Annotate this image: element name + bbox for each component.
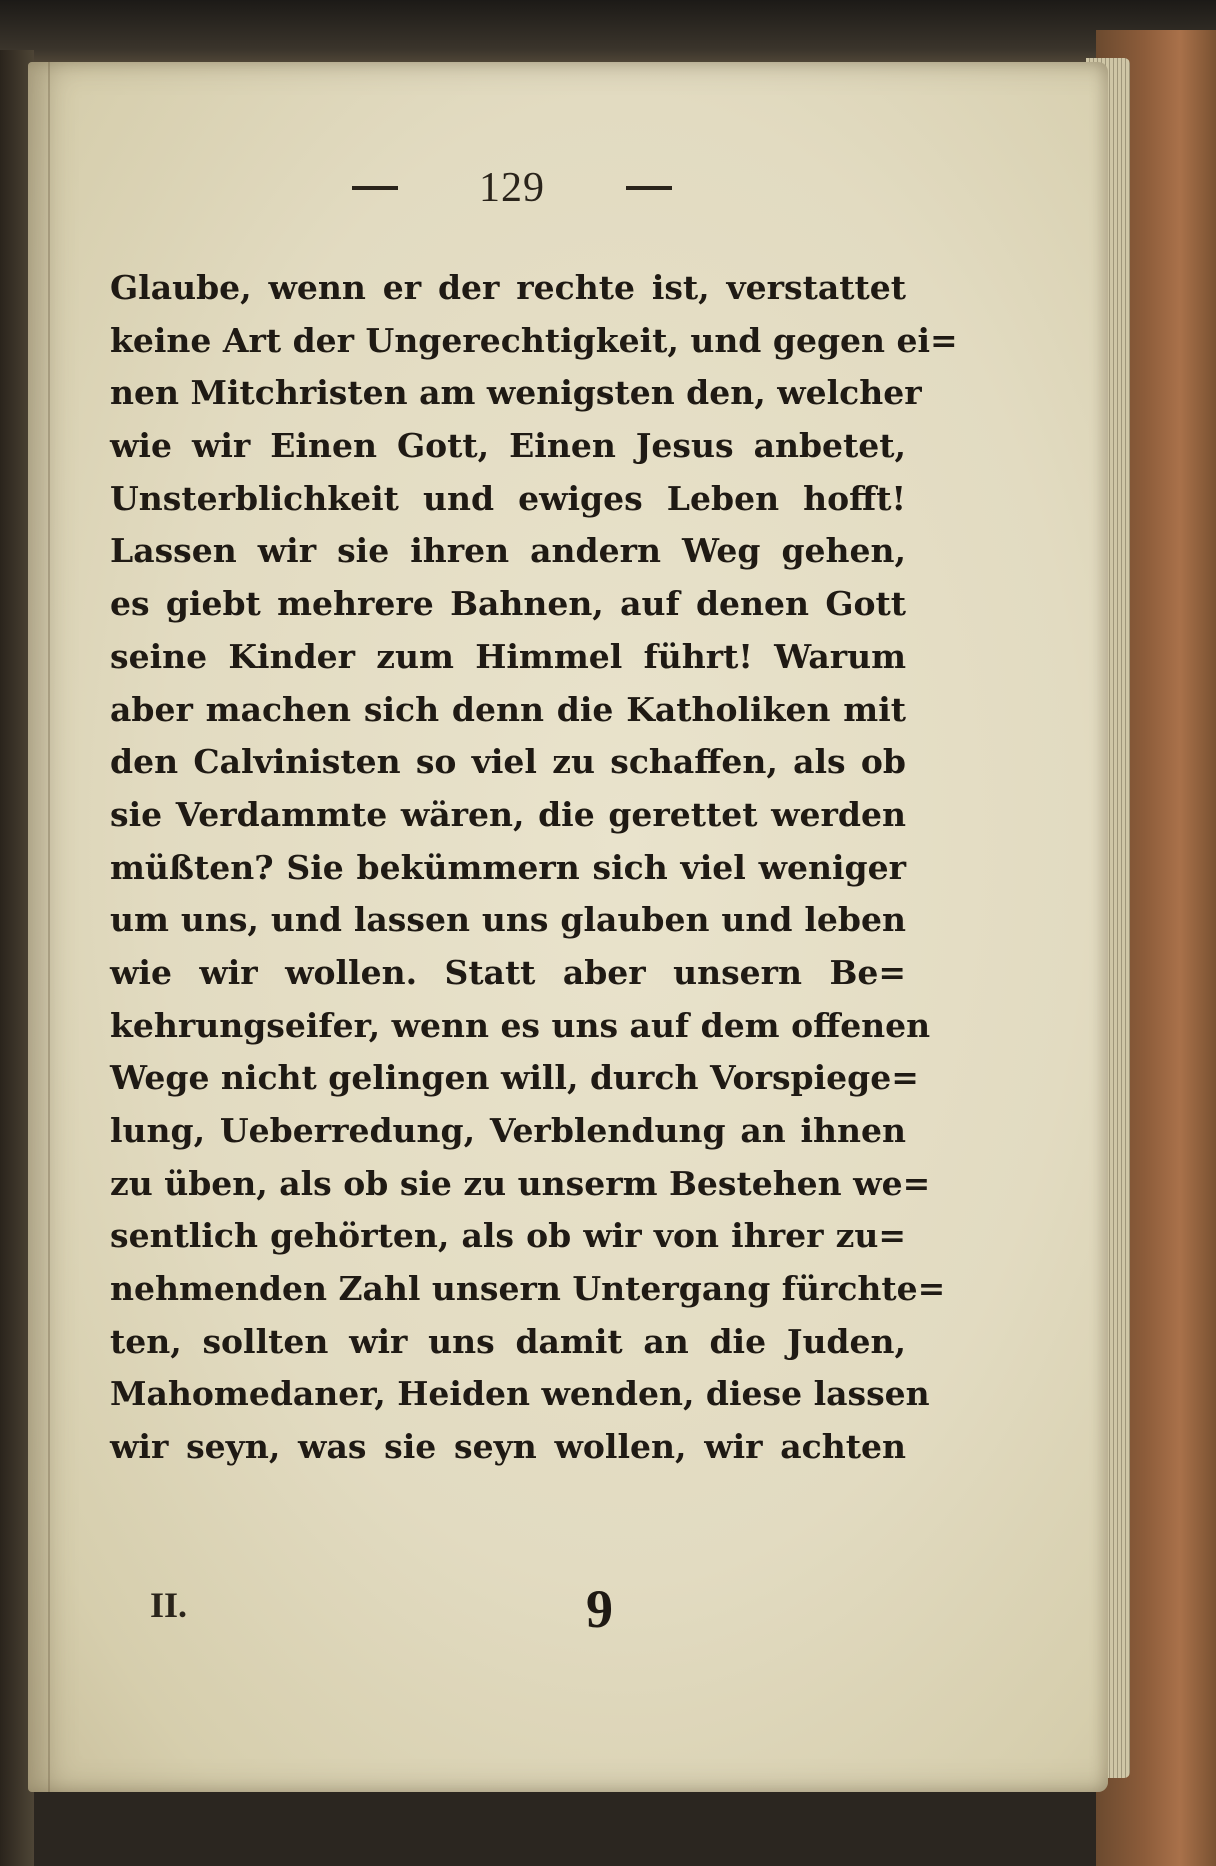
text-line: aber machen sich denn die Katholiken mit	[110, 689, 906, 729]
text-line: Unsterblichkeit und ewiges Leben hofft!	[110, 478, 906, 518]
text-line: ten, sollten wir uns damit an die Juden,	[110, 1321, 906, 1361]
text-line: wir seyn, was sie seyn wollen, wir achten	[110, 1427, 906, 1467]
text-line: sie Verdammte wären, die gerettet werden	[110, 794, 906, 834]
text-line: keine Art der Ungerechtigkeit, und gegen ei=	[110, 320, 958, 360]
gutter-line	[48, 62, 50, 1792]
signature-mark: II.	[150, 1585, 188, 1625]
text-line: Glaube, wenn er der rechte ist, verstattet	[110, 268, 906, 307]
text-line: wie wir wollen. Statt aber unsern Be=	[110, 952, 906, 992]
text-line: den Calvinisten so viel zu schaffen, als ob	[110, 742, 906, 782]
signature-number: 9	[586, 1579, 613, 1639]
text-line: kehrungseifer, wenn es uns auf dem offenen	[110, 1005, 931, 1045]
text-line: nehmenden Zahl unsern Untergang fürchte=	[110, 1269, 946, 1309]
text-line: lung, Ueberredung, Verblendung an ihnen	[110, 1111, 906, 1150]
text-line: Wege nicht gelingen will, durch Vorspiege=	[110, 1058, 919, 1098]
page-number: 129	[479, 165, 545, 211]
header-dash-right	[626, 186, 672, 190]
text-line: um uns, und lassen uns glauben und leben	[110, 900, 906, 940]
body-text	[110, 262, 958, 1474]
text-line: zu üben, als ob sie zu unserm Bestehen we=	[110, 1163, 931, 1203]
book-cover-top	[0, 0, 1216, 70]
text-line: sentlich gehörten, als ob wir von ihrer zu=	[110, 1216, 906, 1256]
text-line: nen Mitchristen am wenigsten den, welcher	[110, 373, 922, 413]
text-line: müßten? Sie bekümmern sich viel weniger	[110, 847, 906, 887]
text-line: wie wir Einen Gott, Einen Jesus anbetet,	[110, 426, 906, 466]
header-dash-left	[352, 186, 398, 190]
text-line: Mahomedaner, Heiden wenden, diese lassen	[110, 1374, 930, 1414]
text-line: seine Kinder zum Himmel führt! Warum	[110, 636, 906, 676]
running-header	[352, 158, 672, 218]
text-line: es giebt mehrere Bahnen, auf denen Gott	[110, 584, 906, 624]
text-line: Lassen wir sie ihren andern Weg gehen,	[110, 531, 906, 571]
